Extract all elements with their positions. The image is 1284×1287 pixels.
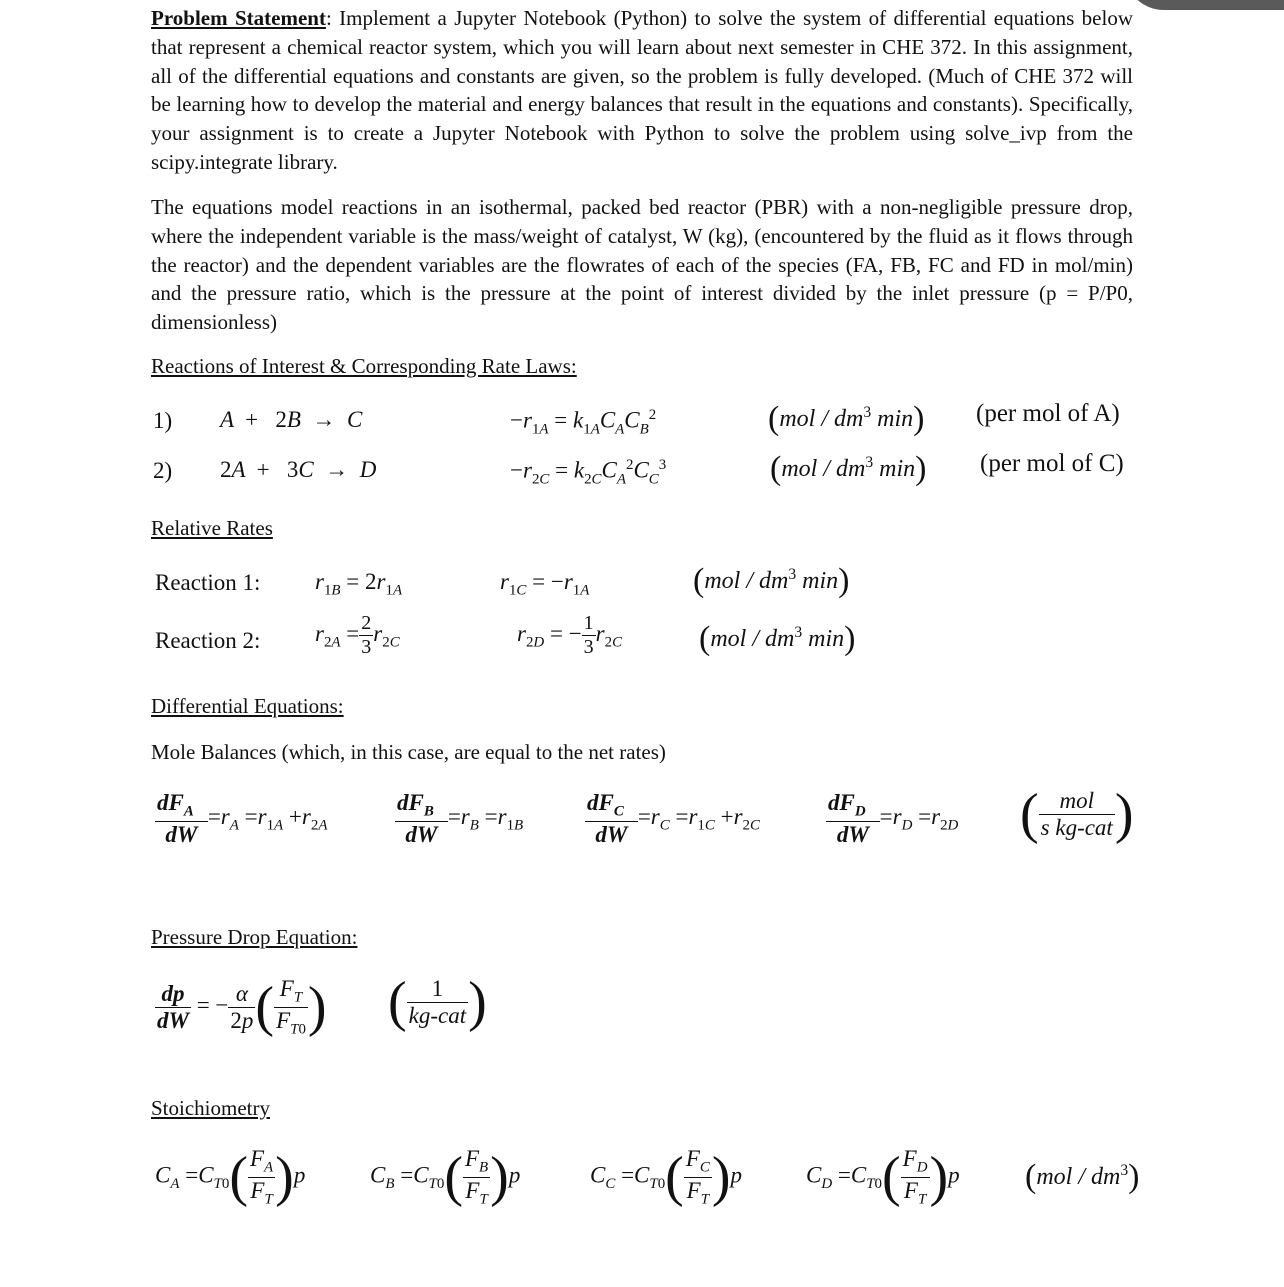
heading-relative-rates: Relative Rates xyxy=(151,516,273,540)
reaction-2-basis: (per mol of C) xyxy=(980,450,1124,477)
relative-rate-1-units: ($mol / dm^3$ min) xyxy=(693,562,850,599)
reaction-1-number: 1) xyxy=(153,408,173,433)
heading-reactions: Reactions of Interest & Corresponding Rate Laws: xyxy=(151,354,577,378)
reaction-2-equation: 2A + 3C → D xyxy=(220,457,377,482)
stoich-cc: $C_C =C_{T0}$( $\frac{F_C}{F_T}$ )p xyxy=(590,1145,743,1208)
mole-balance-d: $\frac{dF_D}{dW}$ $=r_D =r_{2D}$ xyxy=(828,790,959,847)
relative-rate-1c: $r_{1C} = -r_{1A}$ xyxy=(500,569,590,599)
problem-statement-label: Problem Statement xyxy=(151,6,326,30)
heading-pressure-drop: Pressure Drop Equation: xyxy=(151,925,358,949)
stoich-units: $(mol / dm^3)$ xyxy=(1025,1158,1140,1195)
rate-law-1-units: ($mol / dm^3$ min) xyxy=(768,400,925,437)
mole-balances-caption: Mole Balances (which, in this case, are equal to the net rates) xyxy=(151,740,666,764)
heading-stoichiometry: Stoichiometry xyxy=(151,1096,270,1120)
stoich-cd: $C_D =C_{T0}$( $\frac{F_D}{F_T}$ )p xyxy=(806,1145,960,1208)
heading-differential-equations: Differential Equations: xyxy=(151,694,344,718)
reaction-1-equation: A + 2B → C xyxy=(220,407,363,432)
problem-statement-text: : Implement a Jupyter Notebook (Python) to solve the system of differential equations below that represent a chemical reactor system, which you will learn about next semester in CHE 372. In this assignment, all of the differential equations and constants are given, so the problem is fully developed. (Much of CHE 372 will be learning how to develop the material and energy balances that result in the equations and constants). Specifically, your assignment is to create a Jupyter Notebook with Python to solve the problem using solve_ivp from the scipy.integrate library. xyxy=(151,6,1133,174)
relative-rate-1b: $r_{1B} = 2r_{1A}$ xyxy=(315,569,403,599)
pressure-drop-units: ( $\frac{1}{\text{kg-cat}}$ ) xyxy=(388,971,487,1033)
window-corner-decoration xyxy=(1124,0,1284,10)
rate-law-1: $-r_{1A} = k_{1A}C_AC_B^2$ xyxy=(510,407,657,438)
rate-law-2: $-r_{2C} = k_{2C}C_A^2C_C^3$ xyxy=(510,457,667,488)
mole-balance-units: ( $\frac{\text{mol}}{\text{s kg-cat}}$ ) xyxy=(1020,783,1134,845)
relative-reaction-1-label: Reaction 1: xyxy=(155,570,261,595)
mole-balance-b: $\frac{dF_B}{dW}$ $=r_B =r_{1B}$ xyxy=(397,790,524,847)
relative-rate-2a: $r_{2A}$ = $\frac{2}{3}$ $r_{2C}$ xyxy=(315,612,400,658)
problem-statement xyxy=(151,4,1133,177)
rate-law-2-units: ($mol / dm^3$ min) xyxy=(770,450,927,487)
mole-balance-c: $\frac{dF_C}{dW}$ $=r_C =r_{1C} +r_{2C}$ xyxy=(587,790,760,847)
relative-rate-2d: $r_{2D}$ = − $\frac{1}{3}$ $r_{2C}$ xyxy=(517,612,623,658)
mole-balance-a: $\frac{dF_A}{dW}$ $=r_A =r_{1A} +r_{2A}$ xyxy=(157,790,328,847)
model-paragraph: The equations model reactions in an isothermal, packed bed reactor (PBR) with a non-negligible pressure drop, where the independent variable is the mass/weight of catalyst, W (kg), (encountered by the fluid as it flows through the reactor) and the dependent variables are the flowrates of each of the species (FA, FB, FC and FD in mol/min) and the pressure ratio, which is the pressure at the point of interest divided by the inlet pressure (p = P/P0, dimensionless) xyxy=(151,195,1133,335)
reaction-1-basis: (per mol of A) xyxy=(976,400,1120,427)
relative-reaction-2-label: Reaction 2: xyxy=(155,628,261,653)
stoich-cb: $C_B =C_{T0}$( $\frac{F_B}{F_T}$ )p xyxy=(370,1145,521,1208)
pressure-drop-equation: $\frac{dp}{dW}$ = − $\frac{\alpha}{2p}$ ( $\frac{F_T}{F_{T0}}$ ) xyxy=(157,975,327,1038)
relative-rate-2-units: ($mol / dm^3$ min) xyxy=(699,620,856,657)
stoich-ca: $C_A =C_{T0}$( $\frac{F_A}{F_T}$ )p xyxy=(155,1145,306,1208)
reaction-2-number: 2) xyxy=(153,458,173,483)
